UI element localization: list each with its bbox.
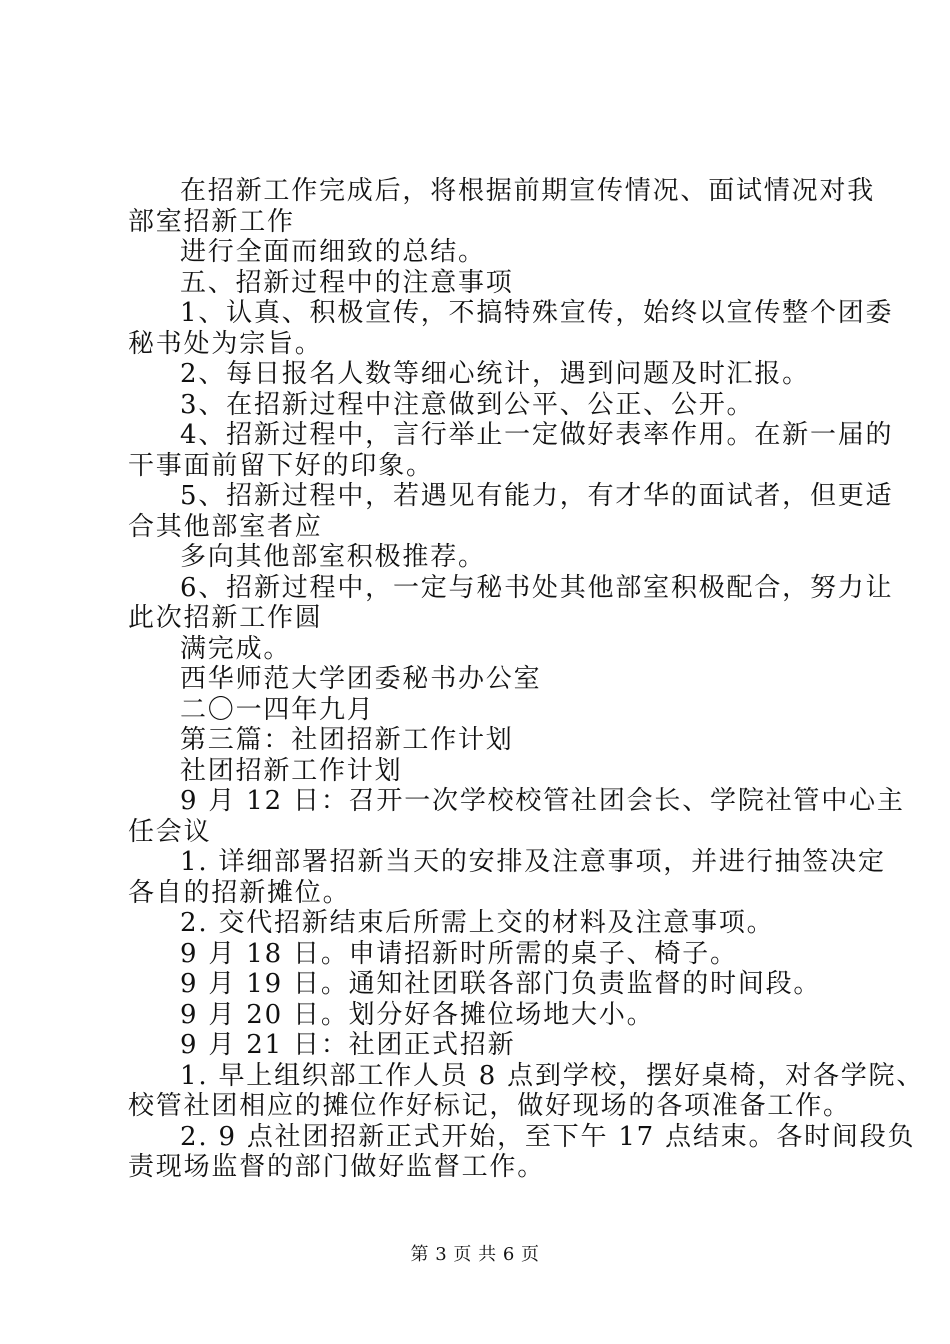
- text-line: 6、招新过程中，一定与秘书处其他部室积极配合，努力让: [180, 572, 894, 603]
- text-line: 西华师范大学团委秘书办公室: [180, 664, 542, 694]
- text-line: 2. 9 点社团招新正式开始，至下午 17 点结束。各时间段负: [180, 1121, 916, 1152]
- text-line: 部室招新工作: [128, 206, 295, 237]
- text-line: 干事面前留下好的印象。: [128, 450, 434, 481]
- text-line: 二〇一四年九月: [180, 694, 375, 725]
- text-line: 第三篇：社团招新工作计划: [180, 725, 514, 755]
- document-body: [128, 176, 925, 1183]
- text-line: 校管社团相应的摊位作好标记，做好现场的各项准备工作。: [128, 1091, 851, 1121]
- text-line: 五、招新过程中的注意事项: [180, 267, 514, 298]
- text-line: 多向其他部室积极推荐。: [180, 542, 486, 572]
- text-line: 1. 早上组织部工作人员 8 点到学校，摆好桌椅，对各学院、: [180, 1060, 925, 1091]
- text-line: 1. 详细部署招新当天的安排及注意事项，并进行抽签决定: [180, 847, 886, 877]
- text-line: 9 月 18 日。申请招新时所需的桌子、椅子。: [180, 938, 738, 969]
- text-line: 9 月 21 日：社团正式招新: [180, 1030, 516, 1060]
- text-line: 进行全面而细致的总结。: [180, 237, 486, 267]
- text-line: 秘书处为宗旨。: [128, 328, 323, 359]
- text-line: 各自的招新摊位。: [128, 877, 351, 908]
- text-line: 责现场监督的部门做好监督工作。: [128, 1152, 546, 1182]
- text-line: 9 月 12 日：召开一次学校校管社团会长、学院社管中心主: [180, 786, 905, 816]
- text-line: 9 月 19 日。通知社团联各部门负责监督的时间段。: [180, 969, 822, 999]
- text-line: 3、在招新过程中注意做到公平、公正、公开。: [180, 389, 755, 420]
- text-line: 任会议: [128, 816, 212, 847]
- text-line: 在招新工作完成后，将根据前期宣传情况、面试情况对我: [180, 176, 876, 206]
- text-line: 1、认真、积极宣传，不搞特殊宣传，始终以宣传整个团委: [180, 298, 894, 328]
- text-line: 4、招新过程中，言行举止一定做好表率作用。在新一届的: [180, 420, 894, 450]
- text-line: 2、每日报名人数等细心统计，遇到问题及时汇报。: [180, 359, 810, 389]
- text-line: 此次招新工作圆: [128, 603, 323, 633]
- text-line: 社团招新工作计划: [180, 755, 403, 786]
- text-line: 合其他部室者应: [128, 511, 323, 542]
- page-footer: 第 3 页 共 6 页: [410, 1244, 540, 1265]
- text-line: 2. 交代招新结束后所需上交的材料及注意事项。: [180, 908, 775, 938]
- text-line: 9 月 20 日。划分好各摊位场地大小。: [180, 999, 655, 1030]
- text-line: 满完成。: [180, 633, 292, 664]
- text-line: 5、招新过程中，若遇见有能力，有才华的面试者，但更适: [180, 481, 894, 511]
